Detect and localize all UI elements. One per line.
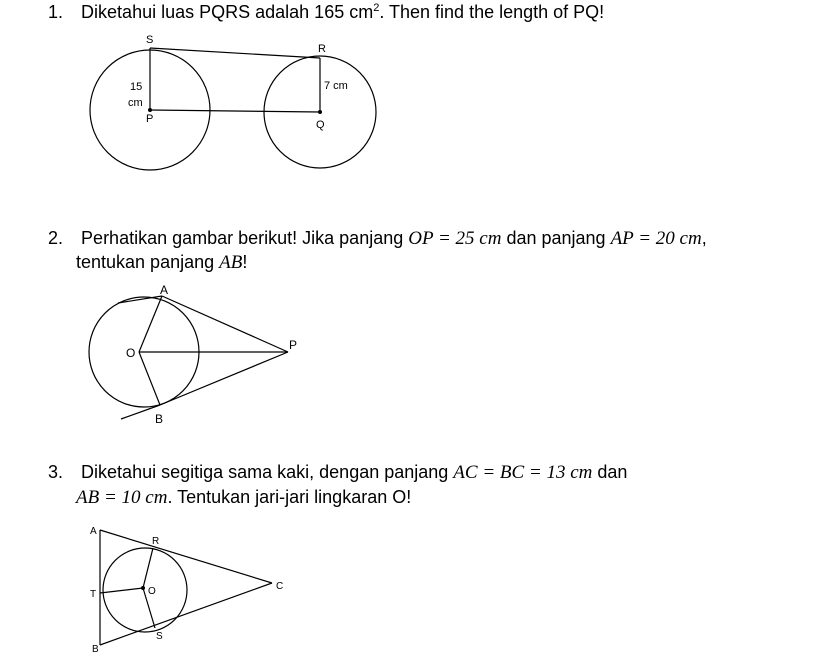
segment-oa (139, 296, 162, 352)
segment-pq (150, 110, 320, 112)
label-o: O (148, 586, 156, 597)
label-s: S (146, 34, 154, 46)
ab-length-expression: AB = 10 cm (76, 487, 168, 508)
label-b: B (92, 644, 99, 655)
question-3-line-2: AB = 10 cm. Tentukan jari-jari lingkaran O! (76, 487, 412, 508)
radius-ot (100, 588, 143, 593)
label-q: Q (316, 119, 325, 131)
figure-1 (90, 34, 376, 170)
question-2-number: 2. (48, 228, 64, 248)
side-ac (100, 530, 272, 583)
figure-3 (90, 526, 283, 655)
ac-bc-expression: AC = BC = 13 cm (453, 462, 593, 483)
tangent-ap (162, 296, 288, 352)
question-3-number: 3. (48, 462, 64, 482)
tangent-bp (160, 352, 288, 405)
ab-expression: AB (219, 252, 243, 273)
radius-or (143, 548, 153, 588)
label-p: P (146, 113, 154, 125)
point-q (318, 110, 322, 114)
question-2-line-2: tentukan panjang AB! (76, 252, 248, 273)
question-1-number: 1. (48, 2, 64, 22)
label-a: A (160, 283, 169, 297)
op-expression: OP = 25 cm (408, 228, 502, 249)
point-o (141, 586, 145, 590)
point-p (148, 108, 152, 112)
label-c: C (276, 581, 284, 592)
label-r: R (318, 43, 326, 55)
label-left-length-unit: cm (128, 97, 143, 109)
label-p: P (289, 338, 298, 352)
question-2-line-1: Perhatikan gambar berikut! Jika panjang OP = 25 cm dan panjang AP = 20 cm, (81, 228, 707, 249)
label-r: R (152, 536, 160, 547)
label-a: A (90, 526, 97, 537)
ap-expression: AP = 20 cm (610, 228, 702, 249)
figure-2 (89, 283, 297, 426)
question-3-line-1: Diketahui segitiga sama kaki, dengan panjang AC = BC = 13 cm dan (81, 462, 628, 483)
label-right-length: 7 cm (324, 80, 348, 92)
side-bc (100, 583, 272, 645)
label-b: B (155, 412, 164, 426)
label-t: T (90, 589, 97, 600)
segment-sr (150, 48, 320, 58)
label-o: O (126, 346, 136, 360)
question-1-text: Diketahui luas PQRS adalah 165 $cm^2$. Then find the length of PQ! (81, 2, 605, 22)
circle-o (103, 548, 187, 632)
label-left-length-value: 15 (130, 81, 143, 93)
label-s: S (156, 631, 163, 642)
segment-ob (139, 352, 160, 405)
